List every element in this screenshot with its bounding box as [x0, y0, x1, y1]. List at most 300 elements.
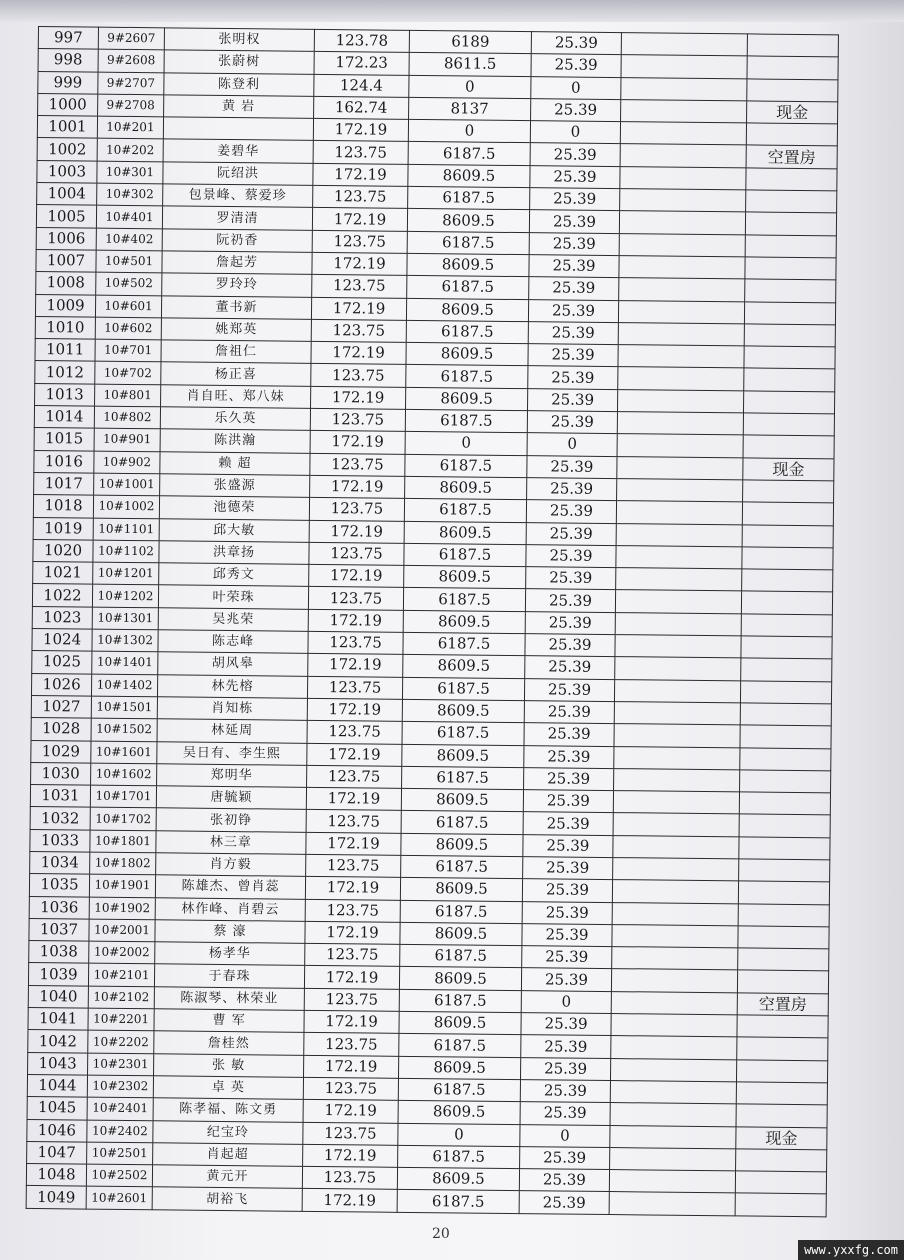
amount-value: 8609.5: [408, 164, 530, 188]
amount-value: 8609.5: [407, 253, 529, 277]
remark-cell: [741, 591, 832, 614]
row-number: 1025: [32, 651, 92, 674]
ledger-sheet: [26, 26, 839, 1217]
owner-name: 吴兆荣: [158, 608, 308, 632]
blank-cell: [614, 746, 740, 770]
remark-cell: 现金: [743, 458, 834, 481]
owner-name: 肖起超: [153, 1143, 303, 1167]
room-number: 10#501: [96, 250, 162, 273]
row-number: 1034: [30, 851, 90, 874]
area-value: 172.19: [313, 163, 408, 186]
area-value: 123.75: [306, 854, 401, 877]
room-number: 10#1301: [92, 607, 158, 630]
owner-name: 包景峰、蔡爱珍: [163, 184, 313, 208]
room-number: 10#2601: [86, 1187, 152, 1210]
fee-value: 25.39: [531, 32, 621, 55]
remark-cell: [743, 413, 834, 436]
row-number: 1048: [26, 1164, 86, 1187]
room-number: 10#402: [96, 228, 162, 251]
owner-name: 杨正喜: [161, 362, 311, 386]
amount-value: 8609.5: [407, 209, 529, 233]
owner-name: 蔡 濠: [155, 920, 305, 944]
row-number: 1022: [32, 584, 92, 607]
area-value: 172.19: [311, 342, 406, 365]
area-value: 172.19: [307, 698, 402, 721]
remark-cell: [740, 725, 831, 748]
room-number: 10#1201: [93, 562, 159, 585]
remark-cell: [737, 1015, 828, 1038]
blank-cell: [617, 479, 743, 503]
row-number: 1037: [29, 918, 89, 941]
amount-value: 8609.5: [403, 610, 525, 634]
row-number: 1045: [27, 1097, 87, 1120]
owner-name: 黄 岩: [164, 95, 314, 119]
amount-value: 6187.5: [405, 409, 527, 433]
remark-cell: 空置房: [746, 145, 837, 168]
amount-value: 8609.5: [401, 788, 523, 812]
remark-cell: [737, 1037, 828, 1060]
remark-cell: 空置房: [737, 993, 828, 1016]
remark-cell: [738, 948, 829, 971]
blank-cell: [620, 166, 746, 190]
blank-cell: [611, 969, 737, 993]
area-value: 172.19: [312, 208, 407, 231]
room-number: 10#1601: [91, 741, 157, 764]
remark-cell: [741, 658, 832, 681]
amount-value: 6187.5: [405, 454, 527, 478]
remark-cell: [740, 747, 831, 770]
blank-cell: [618, 345, 744, 369]
owner-name: 张盛源: [160, 474, 310, 498]
blank-cell: [613, 813, 739, 837]
remark-cell: [745, 279, 836, 302]
row-number: 1009: [35, 294, 95, 317]
area-value: 123.75: [308, 587, 403, 610]
remark-cell: [746, 190, 837, 213]
room-number: 10#1002: [93, 495, 159, 518]
owner-name: 林先榕: [157, 674, 307, 698]
owner-name: 郑明华: [157, 764, 307, 788]
remark-cell: [744, 368, 835, 391]
area-value: 172.19: [303, 1100, 398, 1123]
room-number: 10#2301: [88, 1053, 154, 1076]
owner-name: 胡裕飞: [152, 1187, 302, 1211]
area-value: 172.19: [303, 1144, 398, 1167]
blank-cell: [615, 657, 741, 681]
room-number: 9#2708: [98, 94, 164, 117]
area-value: 172.19: [311, 297, 406, 320]
fee-value: 25.39: [524, 745, 614, 768]
amount-value: 8609.5: [403, 655, 525, 679]
area-value: 123.75: [310, 408, 405, 431]
remark-cell: [736, 1149, 827, 1172]
blank-cell: [617, 456, 743, 480]
ledger-body: [26, 27, 838, 1217]
owner-name: 乐久英: [160, 407, 310, 431]
owner-name: 罗玲玲: [162, 273, 312, 297]
remark-cell: [736, 1104, 827, 1127]
area-value: 123.75: [303, 1077, 398, 1100]
row-number: 1043: [28, 1052, 88, 1075]
fee-value: 25.39: [522, 946, 612, 969]
owner-name: 吴日有、李生熙: [157, 741, 307, 765]
owner-name: 姜碧华: [163, 139, 313, 163]
room-number: 10#1402: [91, 674, 157, 697]
room-number: 10#502: [96, 272, 162, 295]
amount-value: 6187.5: [408, 186, 530, 210]
fee-value: 25.39: [526, 567, 616, 590]
area-value: 123.78: [314, 29, 409, 52]
owner-name: 林延周: [157, 719, 307, 743]
blank-cell: [619, 233, 745, 257]
blank-cell: [610, 1125, 736, 1149]
fee-value: 25.39: [525, 589, 615, 612]
amount-value: 8609.5: [405, 476, 527, 500]
area-value: 172.19: [311, 386, 406, 409]
remark-cell: [741, 636, 832, 659]
area-value: 172.19: [313, 119, 408, 142]
amount-value: 6187.5: [400, 900, 522, 924]
area-value: 172.19: [309, 520, 404, 543]
blank-cell: [614, 679, 740, 703]
room-number: 10#2401: [87, 1097, 153, 1120]
fee-value: 25.39: [520, 1102, 610, 1125]
amount-value: 6189: [409, 30, 531, 54]
blank-cell: [612, 880, 738, 904]
remark-cell: [744, 346, 835, 369]
fee-value: 25.39: [520, 1057, 610, 1080]
blank-cell: [610, 1103, 736, 1127]
owner-name: 董书新: [161, 295, 311, 319]
owner-name: 林作峰、肖碧云: [155, 897, 305, 921]
row-number: 999: [38, 71, 98, 94]
area-value: 172.19: [308, 609, 403, 632]
row-number: 1019: [33, 517, 93, 540]
remark-cell: [740, 703, 831, 726]
fee-value: 25.39: [524, 723, 614, 746]
blank-cell: [616, 568, 742, 592]
remark-cell: [740, 681, 831, 704]
remark-cell: [739, 837, 830, 860]
row-number: 1003: [37, 160, 97, 183]
row-number: 1005: [36, 205, 96, 228]
room-number: 10#1101: [93, 518, 159, 541]
amount-value: 6187.5: [403, 588, 525, 612]
blank-cell: [609, 1170, 735, 1194]
area-value: 123.75: [307, 765, 402, 788]
area-value: 172.19: [304, 966, 399, 989]
amount-value: 6187.5: [401, 855, 523, 879]
row-number: 1006: [36, 227, 96, 250]
room-number: 10#2201: [88, 1008, 154, 1031]
blank-cell: [614, 701, 740, 725]
fee-value: 25.39: [521, 1013, 611, 1036]
row-number: 1047: [27, 1141, 87, 1164]
area-value: 123.75: [304, 1033, 399, 1056]
area-value: 172.19: [305, 877, 400, 900]
room-number: 10#2001: [89, 919, 155, 942]
remark-cell: [744, 324, 835, 347]
fee-value: 25.39: [525, 611, 615, 634]
row-number: 1007: [36, 249, 96, 272]
amount-value: 6187.5: [406, 365, 528, 389]
blank-cell: [617, 389, 743, 413]
remark-cell: [742, 547, 833, 570]
remark-cell: [742, 502, 833, 525]
row-number: 1026: [31, 673, 91, 696]
row-number: 1017: [34, 472, 94, 495]
remark-cell: [739, 792, 830, 815]
room-number: 10#1501: [91, 696, 157, 719]
blank-cell: [616, 523, 742, 547]
amount-value: 6187.5: [398, 1078, 520, 1102]
area-value: 172.19: [304, 1055, 399, 1078]
blank-cell: [621, 33, 747, 57]
area-value: 123.75: [302, 1166, 397, 1189]
owner-name: [163, 117, 313, 141]
row-number: 1002: [37, 138, 97, 161]
amount-value: 8609.5: [404, 565, 526, 589]
owner-name: 洪章扬: [159, 541, 309, 565]
amount-value: 6187.5: [407, 276, 529, 300]
room-number: 10#1001: [94, 473, 160, 496]
owner-name: 曹 军: [154, 1009, 304, 1033]
owner-name: 陈孝福、陈文勇: [153, 1098, 303, 1122]
remark-cell: [746, 168, 837, 191]
remark-cell: [736, 1082, 827, 1105]
row-number: 1020: [33, 539, 93, 562]
remark-cell: [742, 569, 833, 592]
amount-value: 8609.5: [404, 521, 526, 545]
room-number: 10#1102: [93, 540, 159, 563]
row-number: 1014: [34, 406, 94, 429]
owner-name: 姚郑英: [161, 318, 311, 342]
room-number: 10#1202: [92, 585, 158, 608]
row-number: 1010: [35, 316, 95, 339]
watermark-text: www.yxxfg.com: [798, 1240, 904, 1260]
owner-name: 阮绍洪: [163, 162, 313, 186]
amount-value: 6187.5: [402, 722, 524, 746]
amount-value: 8609.5: [401, 833, 523, 857]
amount-value: 8609.5: [406, 298, 528, 322]
page-number: 20: [432, 1226, 450, 1242]
room-number: 10#1602: [91, 763, 157, 786]
area-value: 123.75: [311, 319, 406, 342]
remark-cell: [745, 257, 836, 280]
remark-cell: [743, 391, 834, 414]
fee-value: 25.39: [523, 790, 613, 813]
fee-value: 25.39: [526, 522, 616, 545]
fee-value: 25.39: [529, 277, 619, 300]
fee-value: 0: [521, 990, 611, 1013]
owner-name: 陈登利: [164, 72, 314, 96]
fee-value: 25.39: [527, 411, 617, 434]
amount-value: 8609.5: [400, 878, 522, 902]
blank-cell: [610, 1147, 736, 1171]
amount-value: 0: [405, 432, 527, 456]
blank-cell: [620, 189, 746, 213]
owner-name: 纪宝玲: [153, 1120, 303, 1144]
amount-value: 8609.5: [397, 1167, 519, 1191]
blank-cell: [614, 724, 740, 748]
blank-cell: [613, 858, 739, 882]
area-value: 172.19: [308, 654, 403, 677]
row-number: 1040: [28, 985, 88, 1008]
fee-value: 25.39: [531, 99, 621, 122]
blank-cell: [612, 902, 738, 926]
area-value: 172.19: [307, 743, 402, 766]
room-number: 10#2402: [87, 1120, 153, 1143]
room-number: 10#601: [95, 295, 161, 318]
blank-cell: [613, 835, 739, 859]
amount-value: 6187.5: [399, 1034, 521, 1058]
blank-cell: [610, 1058, 736, 1082]
area-value: 123.75: [313, 185, 408, 208]
owner-name: 池德荣: [159, 496, 309, 520]
area-value: 123.75: [309, 498, 404, 521]
amount-value: 0: [409, 75, 531, 99]
remark-cell: [737, 970, 828, 993]
blank-cell: [610, 1081, 736, 1105]
room-number: 10#802: [94, 406, 160, 429]
fee-value: 25.39: [528, 366, 618, 389]
room-number: 10#702: [95, 362, 161, 385]
blank-cell: [611, 1014, 737, 1038]
row-number: 1046: [27, 1119, 87, 1142]
owner-name: 罗清清: [162, 206, 312, 230]
owner-name: 胡风皋: [158, 652, 308, 676]
owner-name: 陈志峰: [158, 630, 308, 654]
blank-cell: [619, 256, 745, 280]
area-value: 123.75: [308, 631, 403, 654]
remark-cell: [735, 1171, 826, 1194]
row-number: 997: [38, 27, 98, 50]
fee-value: 25.39: [525, 634, 615, 657]
room-number: 10#1702: [90, 807, 156, 830]
fee-value: 25.39: [523, 857, 613, 880]
blank-cell: [616, 545, 742, 569]
blank-cell: [621, 77, 747, 101]
owner-name: 肖知栋: [157, 697, 307, 721]
owner-name: 肖方毅: [156, 853, 306, 877]
owner-name: 陈淑琴、林荣业: [154, 987, 304, 1011]
amount-value: 8609.5: [402, 744, 524, 768]
fee-value: 0: [531, 76, 621, 99]
blank-cell: [612, 924, 738, 948]
row-number: 1021: [33, 562, 93, 585]
row-number: 1008: [36, 272, 96, 295]
owner-name: 赖 超: [160, 451, 310, 475]
row-number: 1042: [28, 1030, 88, 1053]
room-number: 10#1801: [90, 830, 156, 853]
ledger-table: [26, 26, 839, 1217]
amount-value: 6187.5: [404, 499, 526, 523]
fee-value: 25.39: [527, 388, 617, 411]
owner-name: 陈雄杰、曾肖蕊: [155, 875, 305, 899]
row-number: 1031: [30, 785, 90, 808]
room-number: 10#301: [97, 161, 163, 184]
fee-value: 25.39: [524, 701, 614, 724]
fee-value: 25.39: [528, 344, 618, 367]
remark-cell: [743, 435, 834, 458]
remark-cell: [745, 235, 836, 258]
area-value: 172.19: [310, 431, 405, 454]
room-number: 10#2302: [87, 1075, 153, 1098]
row-number: 1032: [30, 807, 90, 830]
area-value: 172.19: [310, 475, 405, 498]
amount-value: 8609.5: [398, 1101, 520, 1125]
fee-value: 25.39: [523, 812, 613, 835]
row-number: 1016: [34, 450, 94, 473]
remark-cell: [741, 614, 832, 637]
room-number: 10#2101: [88, 964, 154, 987]
area-value: 123.75: [307, 676, 402, 699]
area-value: 124.4: [314, 74, 409, 97]
blank-cell: [615, 635, 741, 659]
amount-value: 6187.5: [401, 811, 523, 835]
area-value: 123.75: [311, 364, 406, 387]
blank-cell: [621, 99, 747, 123]
owner-name: 张蔚树: [164, 50, 314, 74]
fee-value: 25.39: [528, 322, 618, 345]
amount-value: 6187.5: [399, 989, 521, 1013]
room-number: 10#1802: [90, 852, 156, 875]
amount-value: 8609.5: [402, 699, 524, 723]
area-value: 172.23: [314, 52, 409, 75]
fee-value: 25.39: [531, 54, 621, 77]
room-number: 10#201: [97, 116, 163, 139]
fee-value: 25.39: [526, 500, 616, 523]
owner-name: 张明权: [164, 28, 314, 52]
room-number: 10#701: [95, 339, 161, 362]
amount-value: 8609.5: [406, 343, 528, 367]
blank-cell: [611, 991, 737, 1015]
owner-name: 杨孝华: [155, 942, 305, 966]
row-number: 1001: [37, 116, 97, 139]
room-number: 10#401: [96, 205, 162, 228]
blank-cell: [619, 278, 745, 302]
fee-value: 25.39: [527, 478, 617, 501]
row-number: 1004: [37, 183, 97, 206]
fee-value: 25.39: [519, 1169, 609, 1192]
row-number: 1023: [32, 606, 92, 629]
row-number: 1035: [29, 874, 89, 897]
blank-cell: [612, 947, 738, 971]
blank-cell: [615, 612, 741, 636]
row-number: 1011: [35, 339, 95, 362]
area-value: 123.75: [312, 230, 407, 253]
blank-cell: [618, 322, 744, 346]
area-value: 172.19: [312, 252, 407, 275]
fee-value: 0: [530, 121, 620, 144]
row-number: 1013: [35, 383, 95, 406]
owner-name: 唐毓颖: [156, 786, 306, 810]
remark-cell: 现金: [747, 101, 838, 124]
amount-value: 8137: [409, 97, 531, 121]
remark-cell: [746, 123, 837, 146]
remark-cell: [739, 814, 830, 837]
amount-value: 6187.5: [402, 677, 524, 701]
fee-value: 25.39: [520, 1146, 610, 1169]
room-number: 10#902: [94, 451, 160, 474]
row-number: 1041: [28, 1008, 88, 1031]
blank-cell: [620, 122, 746, 146]
row-number: 1044: [27, 1074, 87, 1097]
row-number: 1028: [31, 718, 91, 741]
row-number: 1024: [32, 628, 92, 651]
remark-cell: [739, 859, 830, 882]
fee-value: 25.39: [530, 165, 620, 188]
